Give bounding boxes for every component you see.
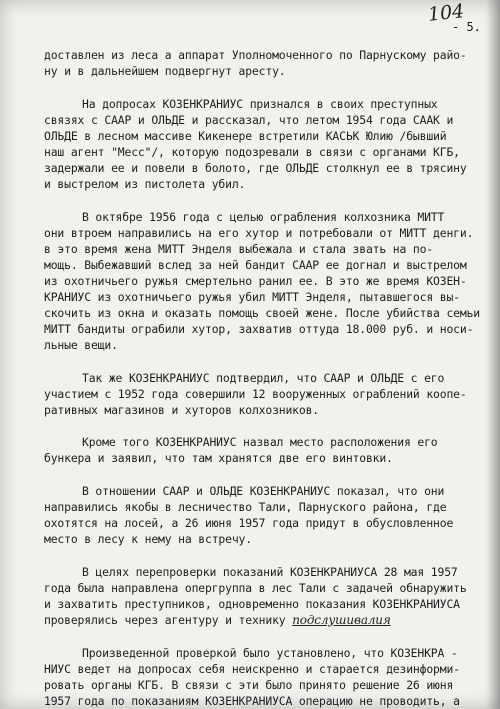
text-line: из охотничьего ружья смертельно ранил ее. В это же время КОЗЕН-: [44, 274, 467, 288]
text-line: наш агент "Месс"/, которую подозревали в связи с органами КГБ,: [44, 145, 460, 159]
text-line: доставлен из леса а аппарат Уполномоченного по Парнускому райо-: [44, 48, 467, 62]
text-line: В отношении СААР и ОЛЬДЕ КОЗЕНКРАНИУС показал, что они: [82, 484, 445, 498]
text-line: задержали ее и повели в болото, где ОЛЬДЕ столкнул ее в трясину: [44, 161, 467, 175]
text-line: В целях перепроверки показаний КОЗЕНКРАНИУСА 28 мая 1957: [82, 565, 458, 579]
text-line: ну и в дальнейшем подвергнут аресту.: [44, 64, 286, 78]
text-line: направились якобы в лесничество Тали, Парнуского района, где: [44, 500, 447, 514]
text-line: КРАНИУС из охотничьего ружья убил МИТТ Энделя, пытавшегося вы-: [44, 290, 460, 304]
text-line: ровать органы КГБ. В связи с эти было принято решение 26 июня: [44, 678, 454, 692]
text-line: На допросах КОЗЕНКРАНИУС признался в своих преступных: [82, 97, 438, 111]
text-line-part: проверялись через агентуру и технику: [44, 613, 286, 627]
text-line: В октябре 1956 года с целью ограбления колхозника МИТТ: [82, 210, 445, 224]
text-line: МИТТ бандиты ограбили хутор, захватив оттуда 18.000 руб. и носи-: [44, 322, 474, 336]
text-line: НИУС ведет на допросах себя неискренно и старается дезинформи-: [44, 662, 460, 676]
page-edge-shadow: [486, 0, 500, 709]
text-line: в это время жена МИТТ Энделя выбежала и стала звать на по-: [44, 242, 434, 256]
text-line: Так же КОЗЕНКРАНИУС подтвердил, что СААР и ОЛЬДЕ с его: [82, 371, 445, 385]
handwritten-page-number: 104: [426, 0, 466, 26]
text-line: Кроме того КОЗЕНКРАНИУС назвал место расположения его: [82, 435, 438, 449]
text-line: место в лесу к нему на встречу.: [44, 532, 252, 546]
text-line: охотятся на лосей, а 26 июня 1957 года придут в обусловленное: [44, 516, 454, 530]
text-line: ративных магазинов и хуторов колхозников.: [44, 403, 320, 417]
text-line: Произведенной проверкой было установлено, что КОЗЕНКРА -: [82, 646, 458, 660]
text-line: связях с СААР и ОЛЬДЕ и рассказал, что летом 1954 года СААК и: [44, 113, 454, 127]
text-line: участием с 1952 года совершили 12 вооруженных ограблений коопе-: [44, 387, 467, 401]
text-line: льные вещи.: [44, 338, 118, 352]
text-line: ОЛЬДЕ в лесном массиве Кикенере встретили КАСЬК Юлию /бывший: [44, 129, 447, 143]
text-line: и выстрелом из пистолета убил.: [44, 177, 246, 191]
text-line: [44, 613, 391, 627]
text-line: года была направлена опергруппа в лес Тали с задачей обнаружить: [44, 581, 467, 595]
text-line: бункера и заявил, что там хранятся две его винтовки.: [44, 451, 393, 465]
handwritten-insert: подслушивалия: [292, 613, 391, 627]
page-number: - 5.: [452, 20, 481, 34]
text-line: мощь. Выбежавший вслед за ней бандит СААР ее догнал и выстрелом: [44, 258, 467, 272]
text-line: скочить из окна и оказать помощь своей жене. После убийства семьи: [44, 306, 481, 320]
text-line: и захватить преступников, одновременно показания КОЗЕНКРАНИУСА: [44, 597, 460, 611]
text-line: 1957 года по показаниям КОЗЕНКРАНИУСА операцию не проводить, а: [44, 694, 460, 708]
text-line: они втроем направились на его хутор и потребовали от МИТТ денги.: [44, 226, 474, 240]
